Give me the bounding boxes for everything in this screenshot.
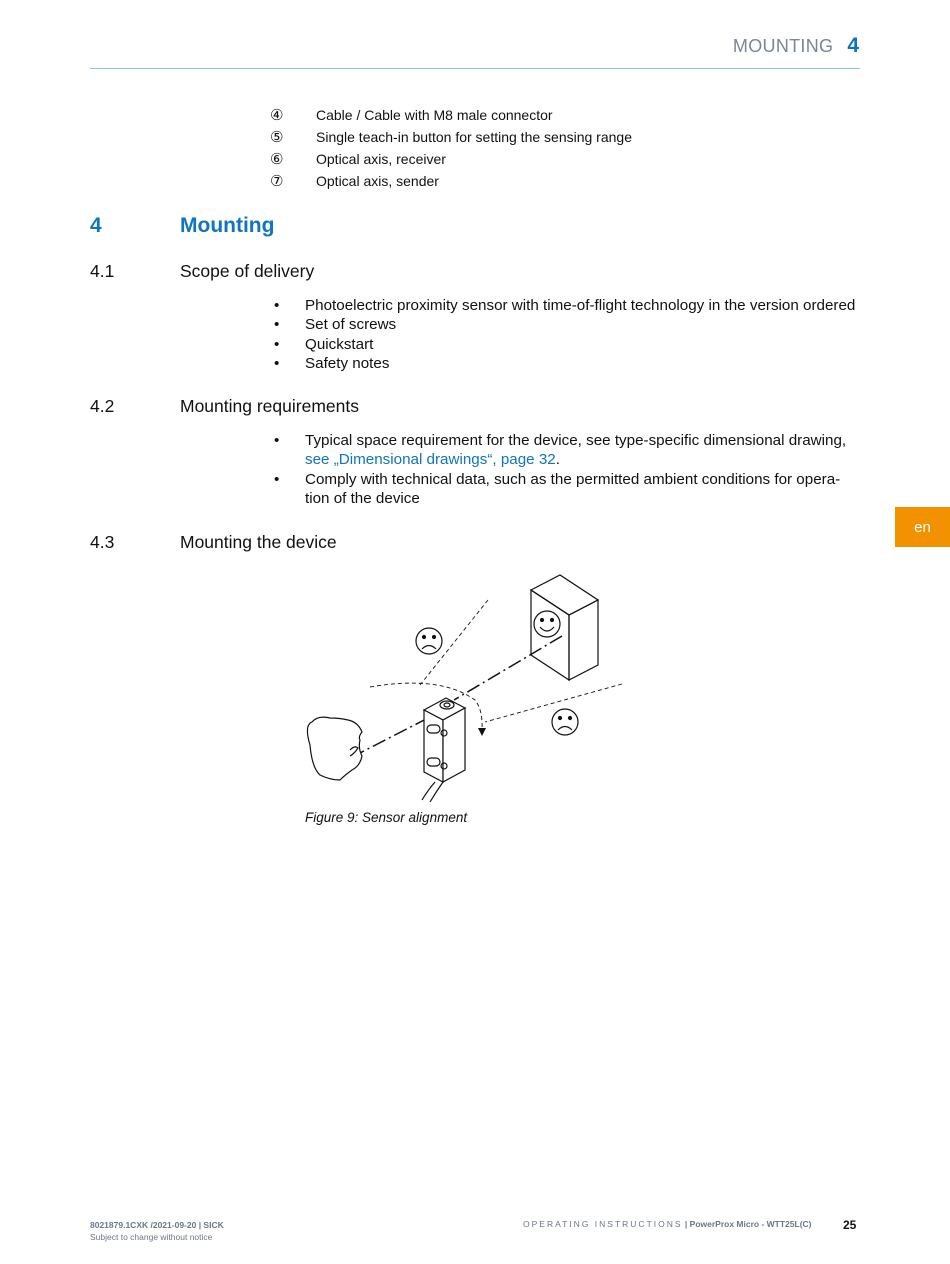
scope-of-delivery-list [270,296,860,373]
arrow-head-icon [478,728,486,736]
chapter-heading [90,214,274,238]
footer-notice: Subject to change without notice [90,1232,213,1242]
list-item: • Set of screws [274,316,397,334]
list-item: • Typical space requirement for the device, see type-specific dimensional drawing, see „Dimensional drawings“, page 32. [274,432,847,469]
legend-number: ⑥ [270,151,284,168]
section-number: 4.3 [90,532,115,552]
legend-item [270,148,790,170]
legend-item [270,170,790,192]
sad-face-icon [416,628,442,654]
footer-doc-type: OPERATING INSTRUCTIONS [523,1219,683,1229]
legend-number: ⑤ [270,129,284,146]
language-tab[interactable]: en [895,507,950,547]
mounting-requirements-list [270,431,860,508]
list-item-text: Photoelectric proximity sensor with time-of-flight technology in the version ordered [305,297,856,314]
list-item-text [305,431,846,470]
legend-text: Single teach-in button for setting the sensing range [316,129,632,145]
chapter-number: 4 [90,214,102,237]
section-number: 4.1 [90,261,115,281]
header-title [733,34,859,58]
section-number: 4.2 [90,396,115,416]
list-item-text: Set of screws [305,316,397,334]
requirement-text: Typical space requirement for the device, see type-specific dimensional drawing, [305,432,847,449]
page-number: 25 [843,1218,857,1232]
section-title: Scope of delivery [180,261,315,281]
observer-head [307,717,362,780]
footer-doc-id: 8021879.1CXK /2021-09-20 | SICK [90,1220,224,1230]
list-item-text: Quickstart [305,335,374,353]
optical-axis-line [454,636,562,700]
chapter-title: Mounting [180,214,275,237]
list-item-text: Comply with technical data, such as the permitted ambient conditions for opera-tion of the device [305,470,841,507]
optical-axis-line [360,718,428,753]
happy-face-icon [534,611,560,637]
header-divider [90,68,860,69]
section-title: Mounting requirements [180,396,359,416]
figure-legend-list [270,104,790,192]
legend-text: Cable / Cable with M8 male connector [316,107,553,123]
footer-document-info [523,1219,812,1229]
legend-text: Optical axis, receiver [316,151,446,167]
list-item: • Comply with technical data, such as the permitted ambient conditions for opera-tion of the device [270,470,860,509]
section-heading-mounting-device [90,532,337,553]
header-section-name: MOUNTING [732,36,834,56]
legend-item [270,126,790,148]
section-title: Mounting the device [180,532,337,552]
sad-face-icon [552,709,578,735]
footer-left [90,1219,224,1243]
legend-number: ④ [270,107,284,124]
list-item-text: Safety notes [305,354,390,372]
misalignment-line [420,600,488,685]
list-item: • Photoelectric proximity sensor with time-of-flight technology in the version ordered [274,297,856,314]
legend-number: ⑦ [270,173,284,190]
header-section-number: 4 [847,34,859,57]
legend-text: Optical axis, sender [316,173,439,189]
list-item: • Safety notes [274,354,390,372]
section-heading-scope [90,261,314,282]
punctuation: . [555,451,560,469]
figure-caption: Figure 9: Sensor alignment [305,810,468,825]
sensor-device [422,698,465,802]
legend-item [270,104,790,126]
dimensional-drawings-link[interactable]: see „Dimensional drawings“, page 32 [305,451,556,469]
section-heading-requirements [90,396,359,417]
sensor-alignment-figure [300,570,630,805]
footer-product: | PowerProx Micro - WTT25L(C) [684,1219,812,1229]
list-item: • Quickstart [274,335,374,353]
